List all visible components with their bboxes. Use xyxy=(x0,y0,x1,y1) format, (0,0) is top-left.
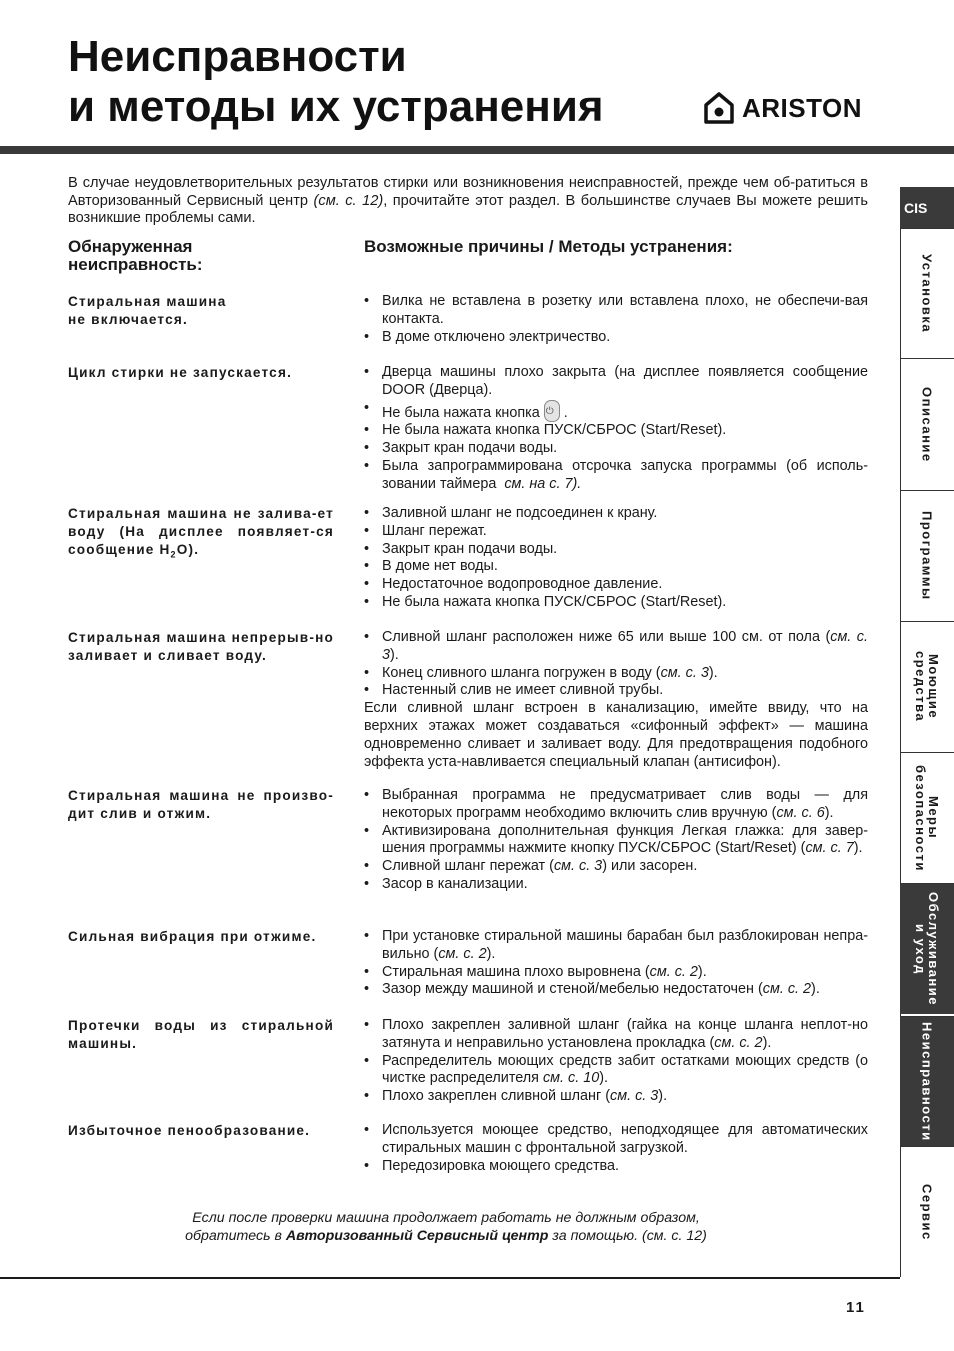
causes-list xyxy=(364,1017,868,1106)
cause-item: • В доме нет воды. xyxy=(364,558,868,576)
footer-line2-bold: Авторизованный Сервисный центр xyxy=(285,1228,549,1244)
cause-text: Плохо закреплен сливной шланг ( xyxy=(382,1088,611,1105)
cause-ref: см. на с. 7 xyxy=(504,475,573,492)
tab-label: Меры безопасности xyxy=(913,764,941,872)
page-number: 11 xyxy=(846,1299,866,1316)
cause-text: Распределитель моющих средств забит остатками моющих средств (о чистке распределителя xyxy=(382,1052,868,1087)
tab-description[interactable] xyxy=(900,358,954,490)
cause-ref: см. с. 3 xyxy=(610,1088,659,1105)
tab-safety[interactable] xyxy=(900,752,954,883)
cause-item: • Вилка не вставлена в розетку или вставлена плохо, не обеспечи-вая контакта. xyxy=(364,293,868,329)
cause-item: • Не была нажата кнопка⏻ . xyxy=(364,400,868,423)
intro-part1: В случае неудовлетворительных результатов стирки или возникновения неисправностей, прежде чем об-ратиться в Авторизованный Сервисный центр xyxy=(68,175,868,209)
cause-text: Активизирована дополнительная функция Легкая глажка: для завер-шения программы нажмите кнопку ПУСК/СБРОС (Start/Reset) ( xyxy=(382,822,868,857)
causes-list xyxy=(364,505,868,612)
cause-ref: см. с. 7 xyxy=(805,840,854,857)
cause-text: Стиральная машина плохо выровнена ( xyxy=(382,963,650,980)
problem-text: Протечки воды из стиральной машины. xyxy=(68,1018,334,1051)
cause-text: Выбранная программа не предусматривает слив воды — для некоторых программ необходимо включить слив вручную ( xyxy=(382,787,868,821)
cause-text: Плохо закреплен заливной шланг (гайка на конце шланга неплот-но затянута и неправильно установлена прокладка ( xyxy=(382,1017,868,1051)
causes-list xyxy=(364,629,868,771)
cause-text: Сливной шланг пережат ( xyxy=(382,858,554,875)
cause-text: При установке стиральной машины барабан был разблокирован непра-вильно ( xyxy=(382,928,868,962)
cause-ref: см. с. 10 xyxy=(542,1070,600,1087)
cause-item: • Недостаточное водопроводное давление. xyxy=(364,576,868,594)
causes-column-header: Возможные причины / Методы устранения: xyxy=(364,237,733,256)
cause-ref-suffix: ). xyxy=(853,840,863,857)
cause-ref: см. с. 3 xyxy=(382,629,868,663)
page-title xyxy=(68,32,604,132)
brand-name: ARISTON xyxy=(742,92,863,123)
problem-text xyxy=(68,505,334,564)
language-tab[interactable]: CIS xyxy=(900,187,954,228)
cause-ref: см. с. 3 xyxy=(553,858,603,875)
cause-item xyxy=(364,858,868,876)
cause-ref-suffix: ). xyxy=(390,646,399,663)
causes-list xyxy=(364,787,868,894)
tab-label: Неисправности xyxy=(919,1021,935,1142)
cause-ref-suffix: ). xyxy=(599,1070,609,1087)
cause-item xyxy=(364,458,868,494)
cause-item xyxy=(364,823,868,859)
cause-item: • Засор в канализации. xyxy=(364,876,868,894)
house-icon xyxy=(704,92,734,124)
cause-text: Была запрограммирована отсрочка запуска программы (об исполь-зовании таймера xyxy=(382,457,868,492)
cause-item xyxy=(364,1017,868,1053)
cause-ref-suffix: ). xyxy=(658,1088,668,1105)
cause-ref: см. с. 2 xyxy=(438,945,487,962)
cause-item: • В доме отключено электричество. xyxy=(364,329,868,347)
ariston-logo xyxy=(704,90,862,126)
cause-text: Не была нажата кнопка xyxy=(382,404,540,421)
cause-item xyxy=(364,1088,868,1106)
cause-item: • Передозировка моющего средства. xyxy=(364,1158,868,1176)
intro-ref: (см. с. 12) xyxy=(313,192,384,209)
cause-text: Сливной шланг расположен ниже 65 или выше 100 см. от пола ( xyxy=(382,629,831,645)
cause-item: • Дверца машины плохо закрыта (на дисплее появляется сообщение DOOR (Дверца). xyxy=(364,364,868,400)
cause-ref-suffix: ). xyxy=(572,475,582,492)
cause-ref: см. с. 3 xyxy=(660,664,709,681)
tab-installation[interactable] xyxy=(900,228,954,358)
cause-ref: см. с. 6 xyxy=(776,804,825,821)
cause-note: Если сливной шланг встроен в канализацию, имейте ввиду, что на верхних этажах может создаваться «сифонный эффект» — машина одновременно сливает и заливает воду. Для предотвращения подобного эффекта уста-навливается специальный клапан (антисифон). xyxy=(364,700,868,770)
intro-text xyxy=(68,175,868,228)
power-button-icon xyxy=(544,400,560,422)
cause-item: • Заливной шланг не подсоединен к крану. xyxy=(364,505,868,523)
page-title-line2: и методы их устранения xyxy=(68,82,604,131)
cause-item: • Не была нажата кнопка ПУСК/СБРОС (Start/Reset). xyxy=(364,594,868,612)
tab-label: Программы xyxy=(919,511,935,601)
cause-text: Конец сливного шланга погружен в воду ( xyxy=(382,664,661,681)
cause-text: Зазор между машиной и стеной/мебелью недостаточен ( xyxy=(382,981,763,998)
problem-tail: O). xyxy=(176,542,200,557)
cause-ref-suffix: ). xyxy=(708,664,718,681)
footer-line1: Если после проверки машина продолжает работать не должным образом, xyxy=(192,1210,700,1226)
cause-item xyxy=(364,981,868,999)
causes-list xyxy=(364,293,868,346)
problem-text: Избыточное пенообразование. xyxy=(68,1123,311,1138)
cause-item xyxy=(364,665,868,683)
cause-item: • Не была нажата кнопка ПУСК/СБРОС (Start/Reset). xyxy=(364,422,868,440)
page-title-line1: Неисправности xyxy=(68,32,407,81)
cause-item: • Настенный слив не имеет сливной трубы. xyxy=(364,682,868,700)
tab-programs[interactable] xyxy=(900,490,954,621)
cause-ref: см. с. 2 xyxy=(649,963,698,980)
cause-ref: см. с. 2 xyxy=(762,981,812,998)
causes-list xyxy=(364,364,868,494)
causes-list xyxy=(364,1122,868,1175)
tab-troubleshooting[interactable] xyxy=(900,1016,954,1146)
tab-label: Сервис xyxy=(919,1183,935,1241)
cause-ref-suffix: ). xyxy=(486,945,496,962)
cause-ref-suffix: ). xyxy=(811,981,820,998)
section-tabs xyxy=(900,187,954,1277)
footer-line2-pre: обратитесь в xyxy=(185,1228,286,1244)
footer-note xyxy=(68,1209,824,1245)
problem-text: Стиральная машина непрерыв-но заливает и сливает воду. xyxy=(68,630,334,663)
cause-ref-suffix: ). xyxy=(824,804,834,821)
tab-detergents[interactable] xyxy=(900,621,954,752)
problem-text: Стиральная машина не произво-дит слив и отжим. xyxy=(68,788,334,821)
tab-label: Обслуживание и уход xyxy=(913,891,941,1006)
problem-sub: 2 xyxy=(170,549,177,560)
problem-text: Сильная вибрация при отжиме. xyxy=(68,929,317,944)
cause-item: • Используется моющее средство, неподходящее для автоматических стиральных машин с фронтальной загрузкой. xyxy=(364,1122,868,1158)
cause-ref-suffix: ). xyxy=(697,963,707,980)
cause-item xyxy=(364,928,868,964)
cause-item xyxy=(364,964,868,982)
problem-column-header: Обнаруженная неисправность: xyxy=(68,237,203,274)
tab-maintenance[interactable] xyxy=(900,883,954,1014)
tab-label: Установка xyxy=(919,253,935,334)
footer-line2-post: за помощью. (см. с. 12) xyxy=(548,1228,707,1244)
cause-ref-suffix: ). xyxy=(762,1034,772,1051)
tab-label: Описание xyxy=(919,386,935,463)
problem-main: Стиральная машина не залива-ет воду (На дисплее появляет-ся сообщение H xyxy=(68,506,334,557)
problem-text: Стиральная машина не включается. xyxy=(68,294,227,327)
cause-item: • Закрыт кран подачи воды. xyxy=(364,541,868,559)
problem-text: Цикл стирки не запускается. xyxy=(68,365,293,380)
tab-label: Моющие средства xyxy=(913,651,941,723)
tab-service[interactable] xyxy=(900,1146,954,1277)
cause-item xyxy=(364,1053,868,1089)
cause-item xyxy=(364,787,868,823)
header-divider xyxy=(0,146,954,154)
cause-item xyxy=(364,629,868,665)
footer-divider xyxy=(0,1277,900,1279)
cause-ref: см. с. 2 xyxy=(714,1034,763,1051)
intro-part2: , прочитайте этот раздел. В большинстве случаев Вы можете решить возникшие проблемы сами. xyxy=(68,192,868,226)
cause-ref-suffix: ) или засорен. xyxy=(602,858,698,875)
cause-item: • Шланг пережат. xyxy=(364,523,868,541)
causes-list xyxy=(364,928,868,999)
cause-item: • Закрыт кран подачи воды. xyxy=(364,440,868,458)
